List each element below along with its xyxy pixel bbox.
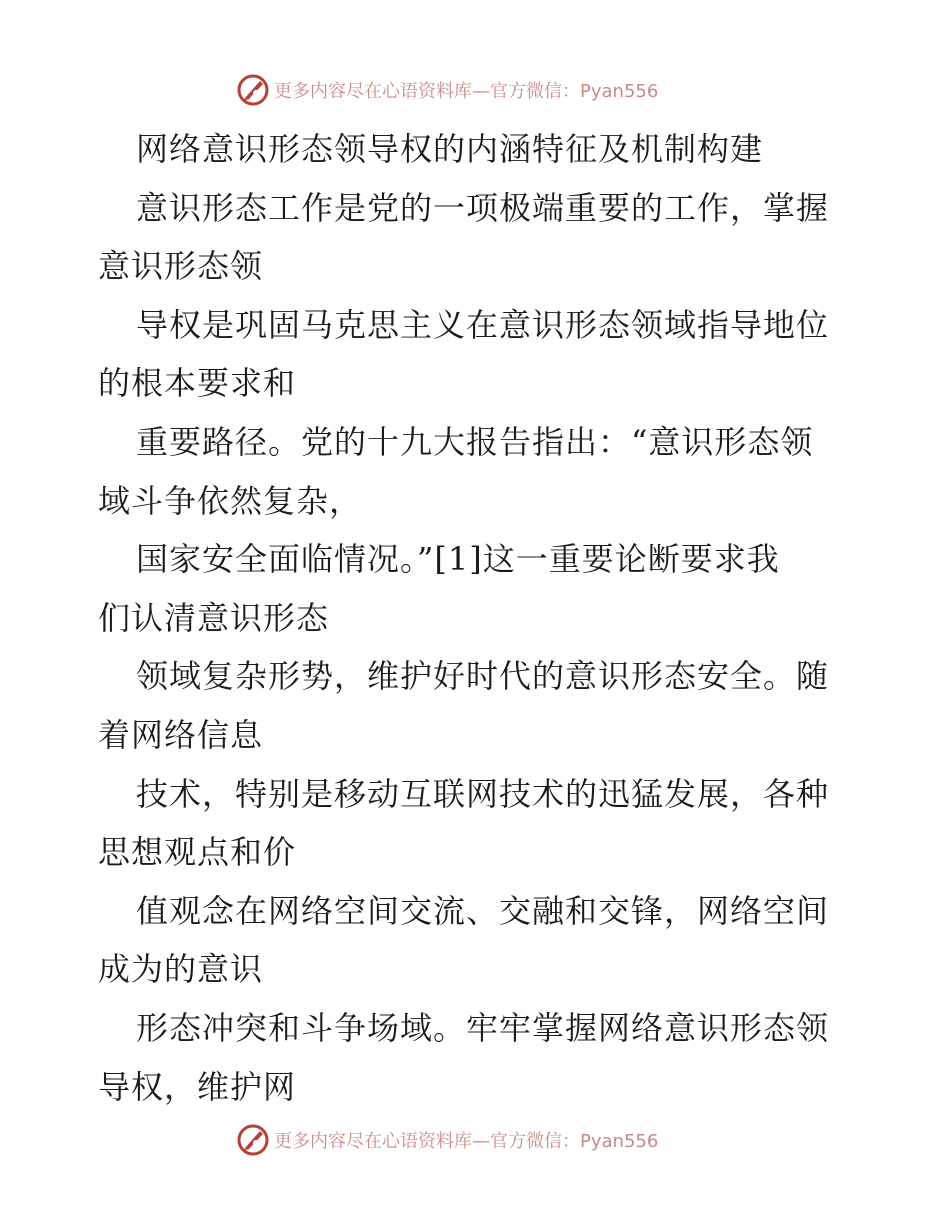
text-line: 成为的意识 bbox=[98, 950, 264, 989]
quill-pen-logo-icon bbox=[236, 1123, 270, 1157]
text-line: 形态冲突和斗争场域。牢牢掌握网络意识形态领 bbox=[136, 1008, 830, 1047]
text-line: 的根本要求和 bbox=[98, 364, 297, 403]
document-body bbox=[98, 120, 858, 1116]
text-line: 导权，维护网 bbox=[98, 1067, 297, 1106]
document-title: 网络意识形态领导权的内涵特征及机制构建 bbox=[136, 130, 764, 168]
text-line: 导权是巩固马克思主义在意识形态领域指导地位 bbox=[136, 305, 830, 344]
watermark-text: 更多内容尽在心语资料库—官方微信：Pyan556 bbox=[274, 81, 659, 102]
text-line: 意识形态工作是党的一项极端重要的工作，掌握 bbox=[136, 188, 830, 227]
text-line: 们认清意识形态 bbox=[98, 598, 330, 637]
text-line: 着网络信息 bbox=[98, 715, 264, 754]
text-line: 值观念在网络空间交流、交融和交锋，网络空间 bbox=[136, 891, 830, 930]
text-line: 领域复杂形势，维护好时代的意识形态安全。随 bbox=[136, 657, 830, 696]
footer-watermark bbox=[236, 1122, 658, 1158]
text-line: 国家安全面临情况。”[1]这一重要论断要求我 bbox=[136, 540, 780, 579]
quill-pen-logo-icon bbox=[236, 73, 270, 107]
text-line: 重要路径。党的十九大报告指出：“意识形态领 bbox=[136, 422, 814, 461]
text-line: 技术，特别是移动互联网技术的迅猛发展，各种 bbox=[136, 774, 830, 813]
watermark-text: 更多内容尽在心语资料库—官方微信：Pyan556 bbox=[274, 1131, 659, 1152]
header-watermark bbox=[236, 72, 658, 108]
text-line: 意识形态领 bbox=[98, 247, 264, 286]
text-line: 域斗争依然复杂， bbox=[98, 481, 363, 520]
text-line: 思想观点和价 bbox=[98, 833, 297, 872]
